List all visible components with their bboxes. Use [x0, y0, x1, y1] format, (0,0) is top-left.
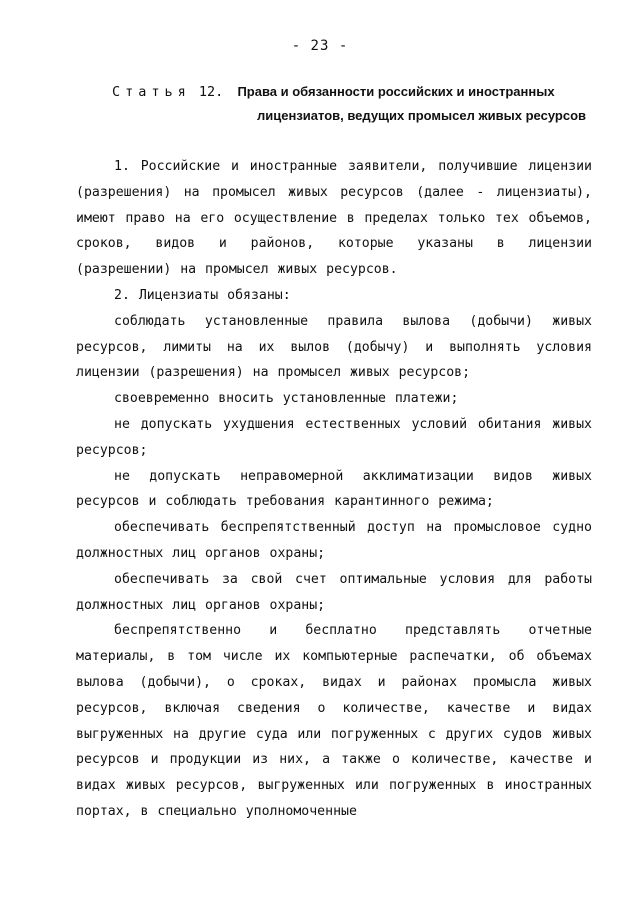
page-number: - 23 -	[291, 38, 349, 54]
paragraph-5: не допускать ухудшения естественных условий обитания живых ресурсов;	[76, 416, 592, 458]
article-body	[76, 154, 592, 825]
article-number: 12.	[198, 84, 224, 100]
article-title-line-2: лицензиатов, ведущих промысел живых ресурсов	[257, 108, 586, 123]
paragraph-1: 1. Российские и иностранные заявители, получившие лицензии (разрешения) на промысел живых ресурсов (далее - лицензиаты), имеют право на его осуществление в пределах только тех объемов, сроков, видов и районов, которые указаны в лицензии (разрешении) на промысел живых ресурсов.	[76, 159, 592, 278]
article-title-line-1: Права и обязанности российских и иностранных	[237, 84, 555, 99]
paragraph-2: 2. Лицензиаты обязаны:	[114, 287, 291, 303]
article-heading	[112, 80, 592, 128]
paragraph-7: обеспечивать беспрепятственный доступ на промысловое судно должностных лиц органов охраны;	[76, 520, 592, 561]
article-label: Статья	[112, 84, 191, 100]
paragraph-6: не допускать неправомерной акклиматизации видов живых ресурсов и соблюдать требования карантинного режима;	[76, 468, 592, 510]
paragraph-9: беспрепятственно и бесплатно представлять отчетные материалы, в том числе их компьютерные распечатки, об объемах вылова (добычи), о сроках, видах и районах промысла живых ресурсов, включая сведения о количестве, качестве и видах выгруженных на другие суда или погруженных с других судов живых ресурсов и продукции из них, а также о количестве, качестве и видах живых ресурсов, выгруженных или погруженных в иностранных портах, в специально уполномоченные	[76, 623, 592, 819]
paragraph-4: своевременно вносить установленные платежи;	[114, 391, 459, 407]
paragraph-3: соблюдать установленные правила вылова (добычи) живых ресурсов, лимиты на их вылов (добычу) и выполнять условия лицензии (разрешения) на промысел живых ресурсов;	[76, 313, 592, 381]
paragraph-8: обеспечивать за свой счет оптимальные условия для работы должностных лиц органов охраны;	[76, 571, 592, 613]
